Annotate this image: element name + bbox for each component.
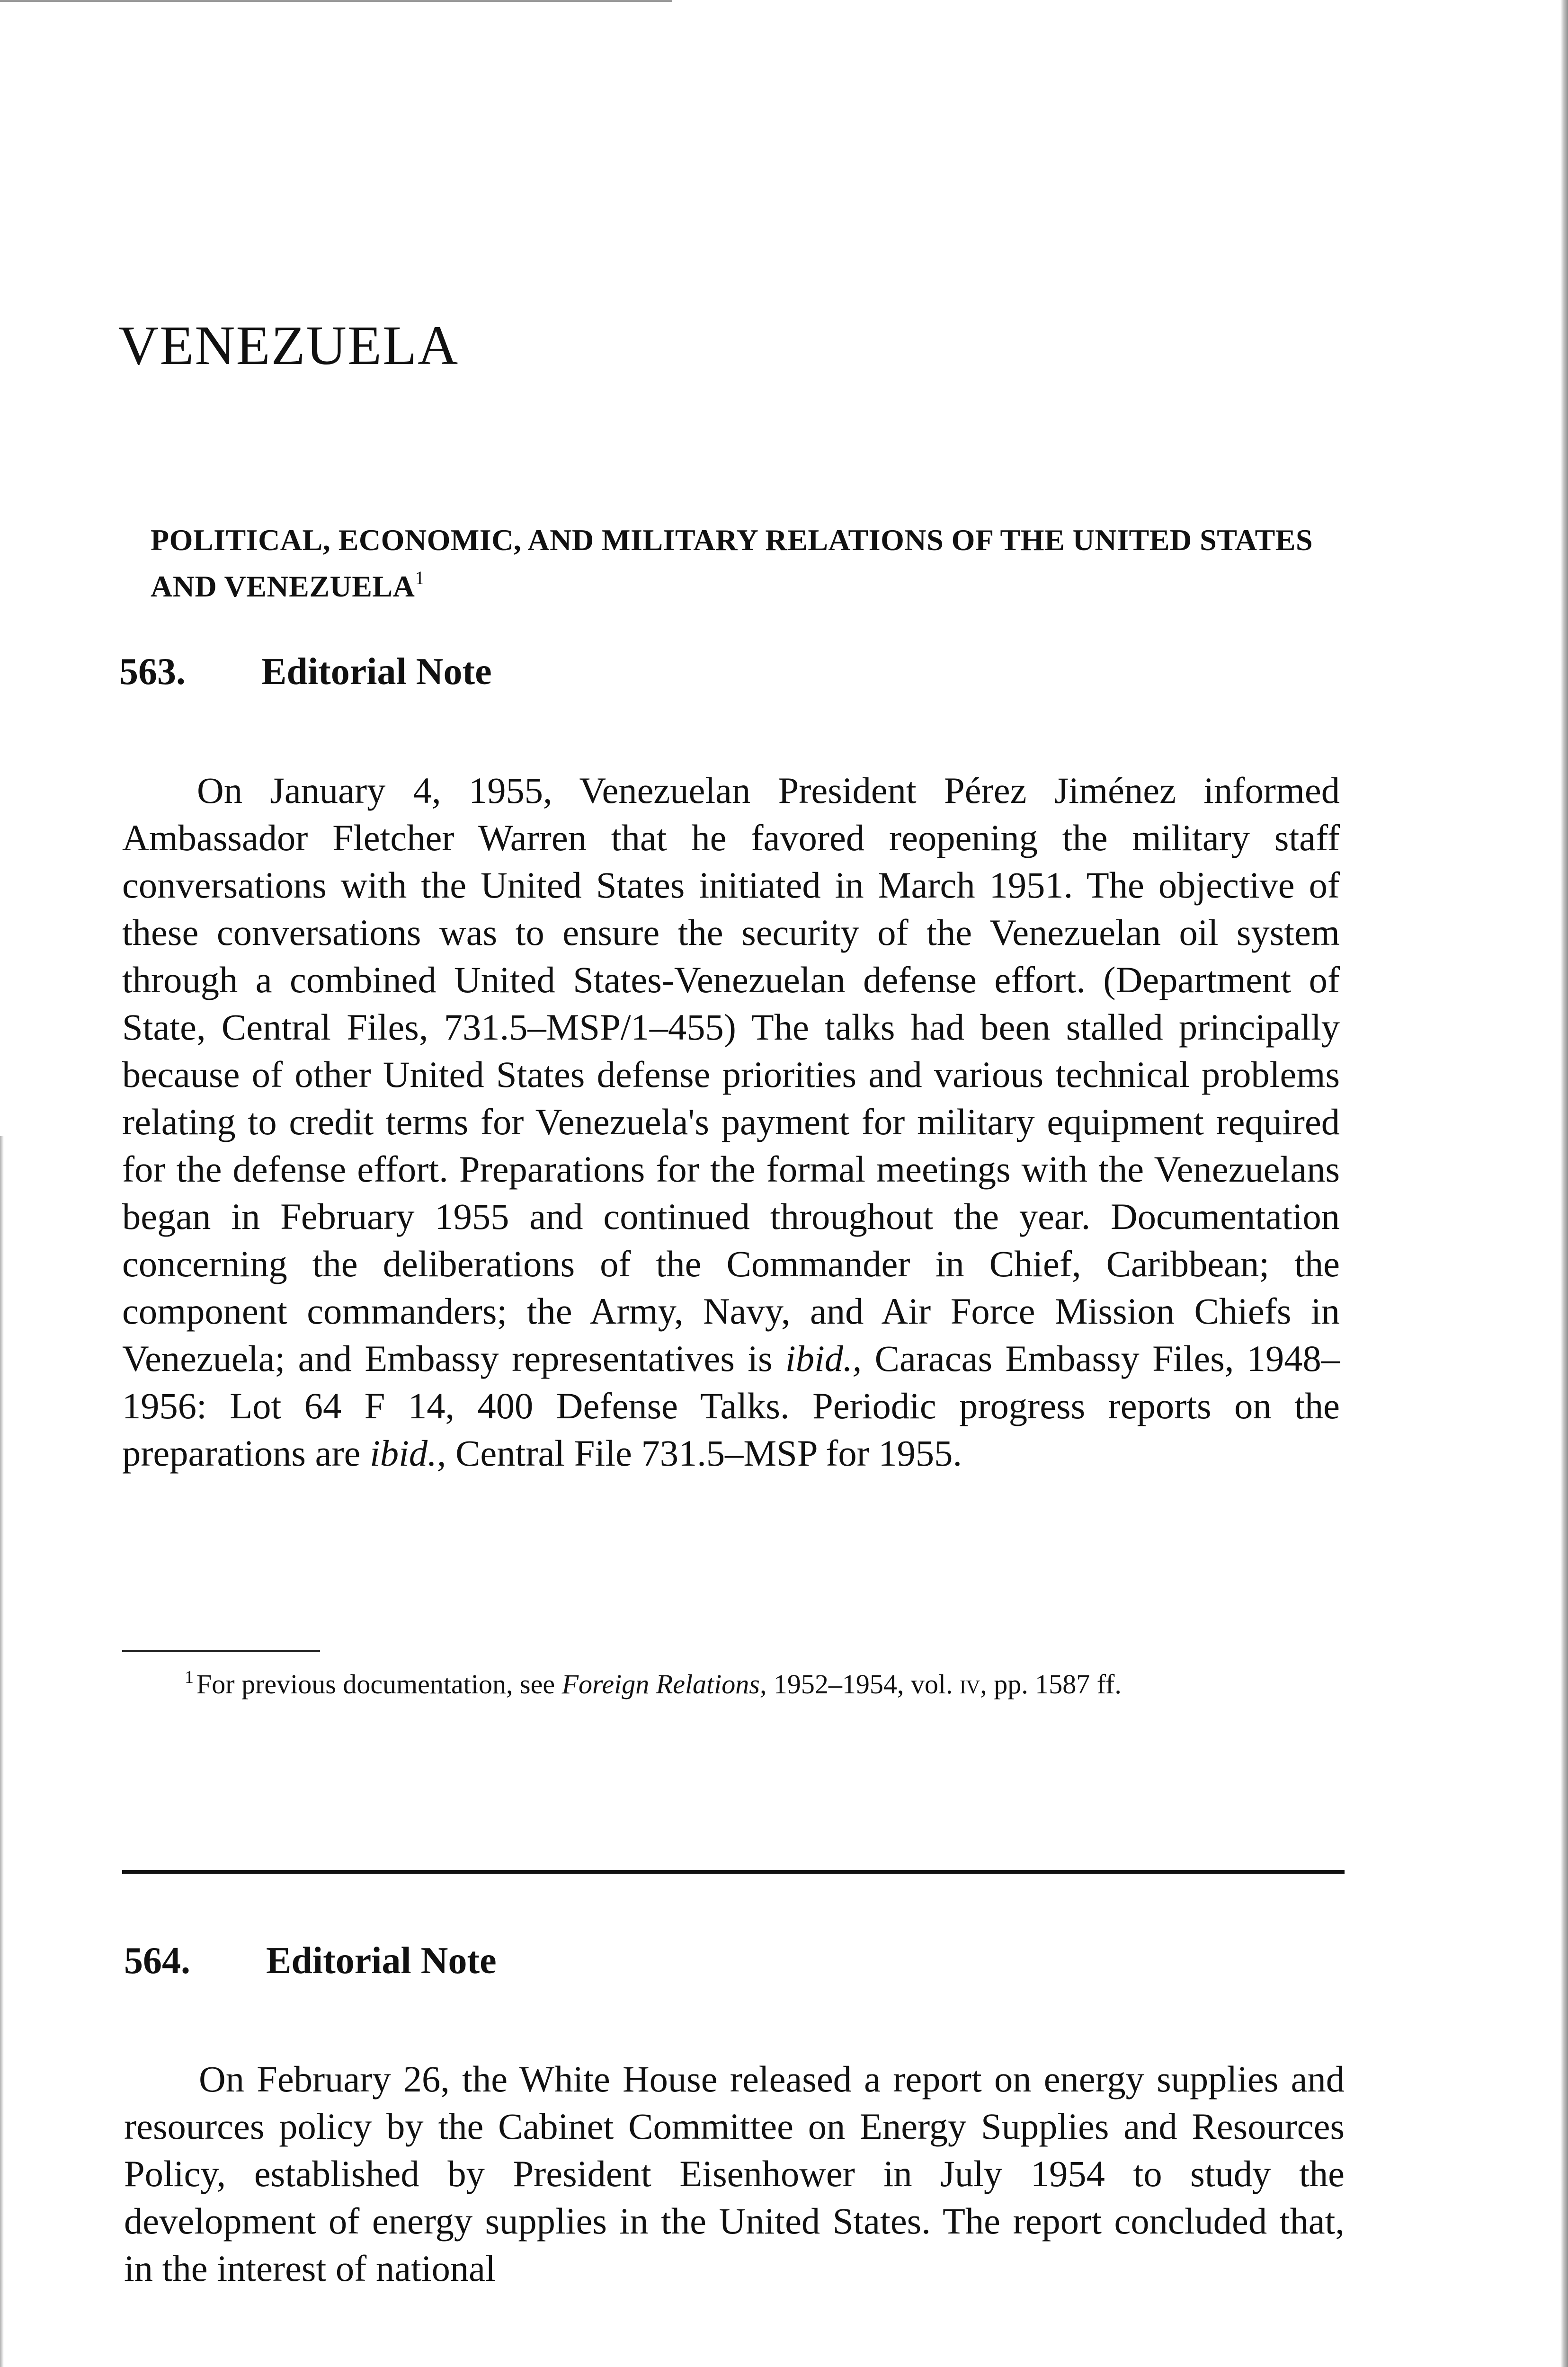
footnote-rule — [122, 1650, 320, 1652]
section-564-paragraph: On February 26, the White House released a report on energy supplies and resources policy by the Cabinet Committee on Energy Supplies and Resources Policy, established by President Eisenhower in July 1954 to study the development of energy supplies in the United States. The report concluded that, in the interest of national — [124, 2058, 1345, 2289]
page-left-shadow — [0, 1136, 4, 2367]
ibid-citation: ibid., — [370, 1433, 446, 1474]
paragraph-text: On January 4, 1955, Venezuelan President Pérez Jiménez informed Ambassador Fletcher Warren that he favored reopening the military staff conversations with the United States initiated in March 1951. The objective of these conversations was to ensure the security of the Venezuelan oil system through a combined United States-Venezuelan defense effort. (Department of State, Central Files, 731.5–MSP/1–455) The talks had been stalled principally because of other United States defense priorities and various technical problems relating to credit terms for Venezuela's payment for military equipment required for the defense effort. Preparations for the formal meetings with the Venezuelans began in February 1955 and continued throughout the year. Documentation concerning the deliberations of the Commander in Chief, Caribbean; the component commanders; the Army, Navy, and Air Force Mission Chiefs in Venezuela; and Embassy representatives is — [122, 770, 1340, 1379]
chapter-heading-text: POLITICAL, ECONOMIC, AND MILITARY RELATIONS OF THE UNITED STATES AND VENEZUELA — [151, 523, 1313, 603]
footnote-text: 1952–1954, vol. — [766, 1669, 960, 1700]
footnote-text: For previous documentation, see — [196, 1669, 562, 1700]
section-divider — [122, 1870, 1345, 1874]
paragraph-text: Caracas Embassy Files, 1948–1956: Lot 64 F 14, 400 Defense Talks. Periodic progress reports on the preparations are — [122, 1338, 1340, 1474]
section-title: Editorial Note — [261, 651, 492, 693]
chapter-heading — [151, 517, 1344, 610]
footnote-volume: iv — [959, 1669, 980, 1700]
footnote-marker: 1 — [185, 1667, 194, 1687]
footnote — [185, 1667, 1349, 1702]
footnote-source: Foreign Relations, — [561, 1669, 767, 1700]
footnote-pages: , pp. 1587 ff. — [980, 1669, 1122, 1700]
page-binding-edge — [1560, 0, 1568, 2367]
page-title: VENEZUELA — [118, 314, 459, 376]
section-563-paragraph — [122, 767, 1340, 1477]
paragraph-text: Central File 731.5–MSP for 1955. — [446, 1433, 962, 1474]
chapter-footnote-ref: 1 — [415, 567, 425, 588]
top-edge-rule — [0, 0, 672, 2]
section-number: 564. — [124, 1940, 190, 1982]
section-number: 563. — [119, 651, 186, 693]
section-title: Editorial Note — [266, 1940, 497, 1982]
ibid-citation: ibid., — [785, 1338, 862, 1379]
section-563-heading — [119, 651, 492, 693]
section-564-heading — [124, 1940, 497, 1982]
